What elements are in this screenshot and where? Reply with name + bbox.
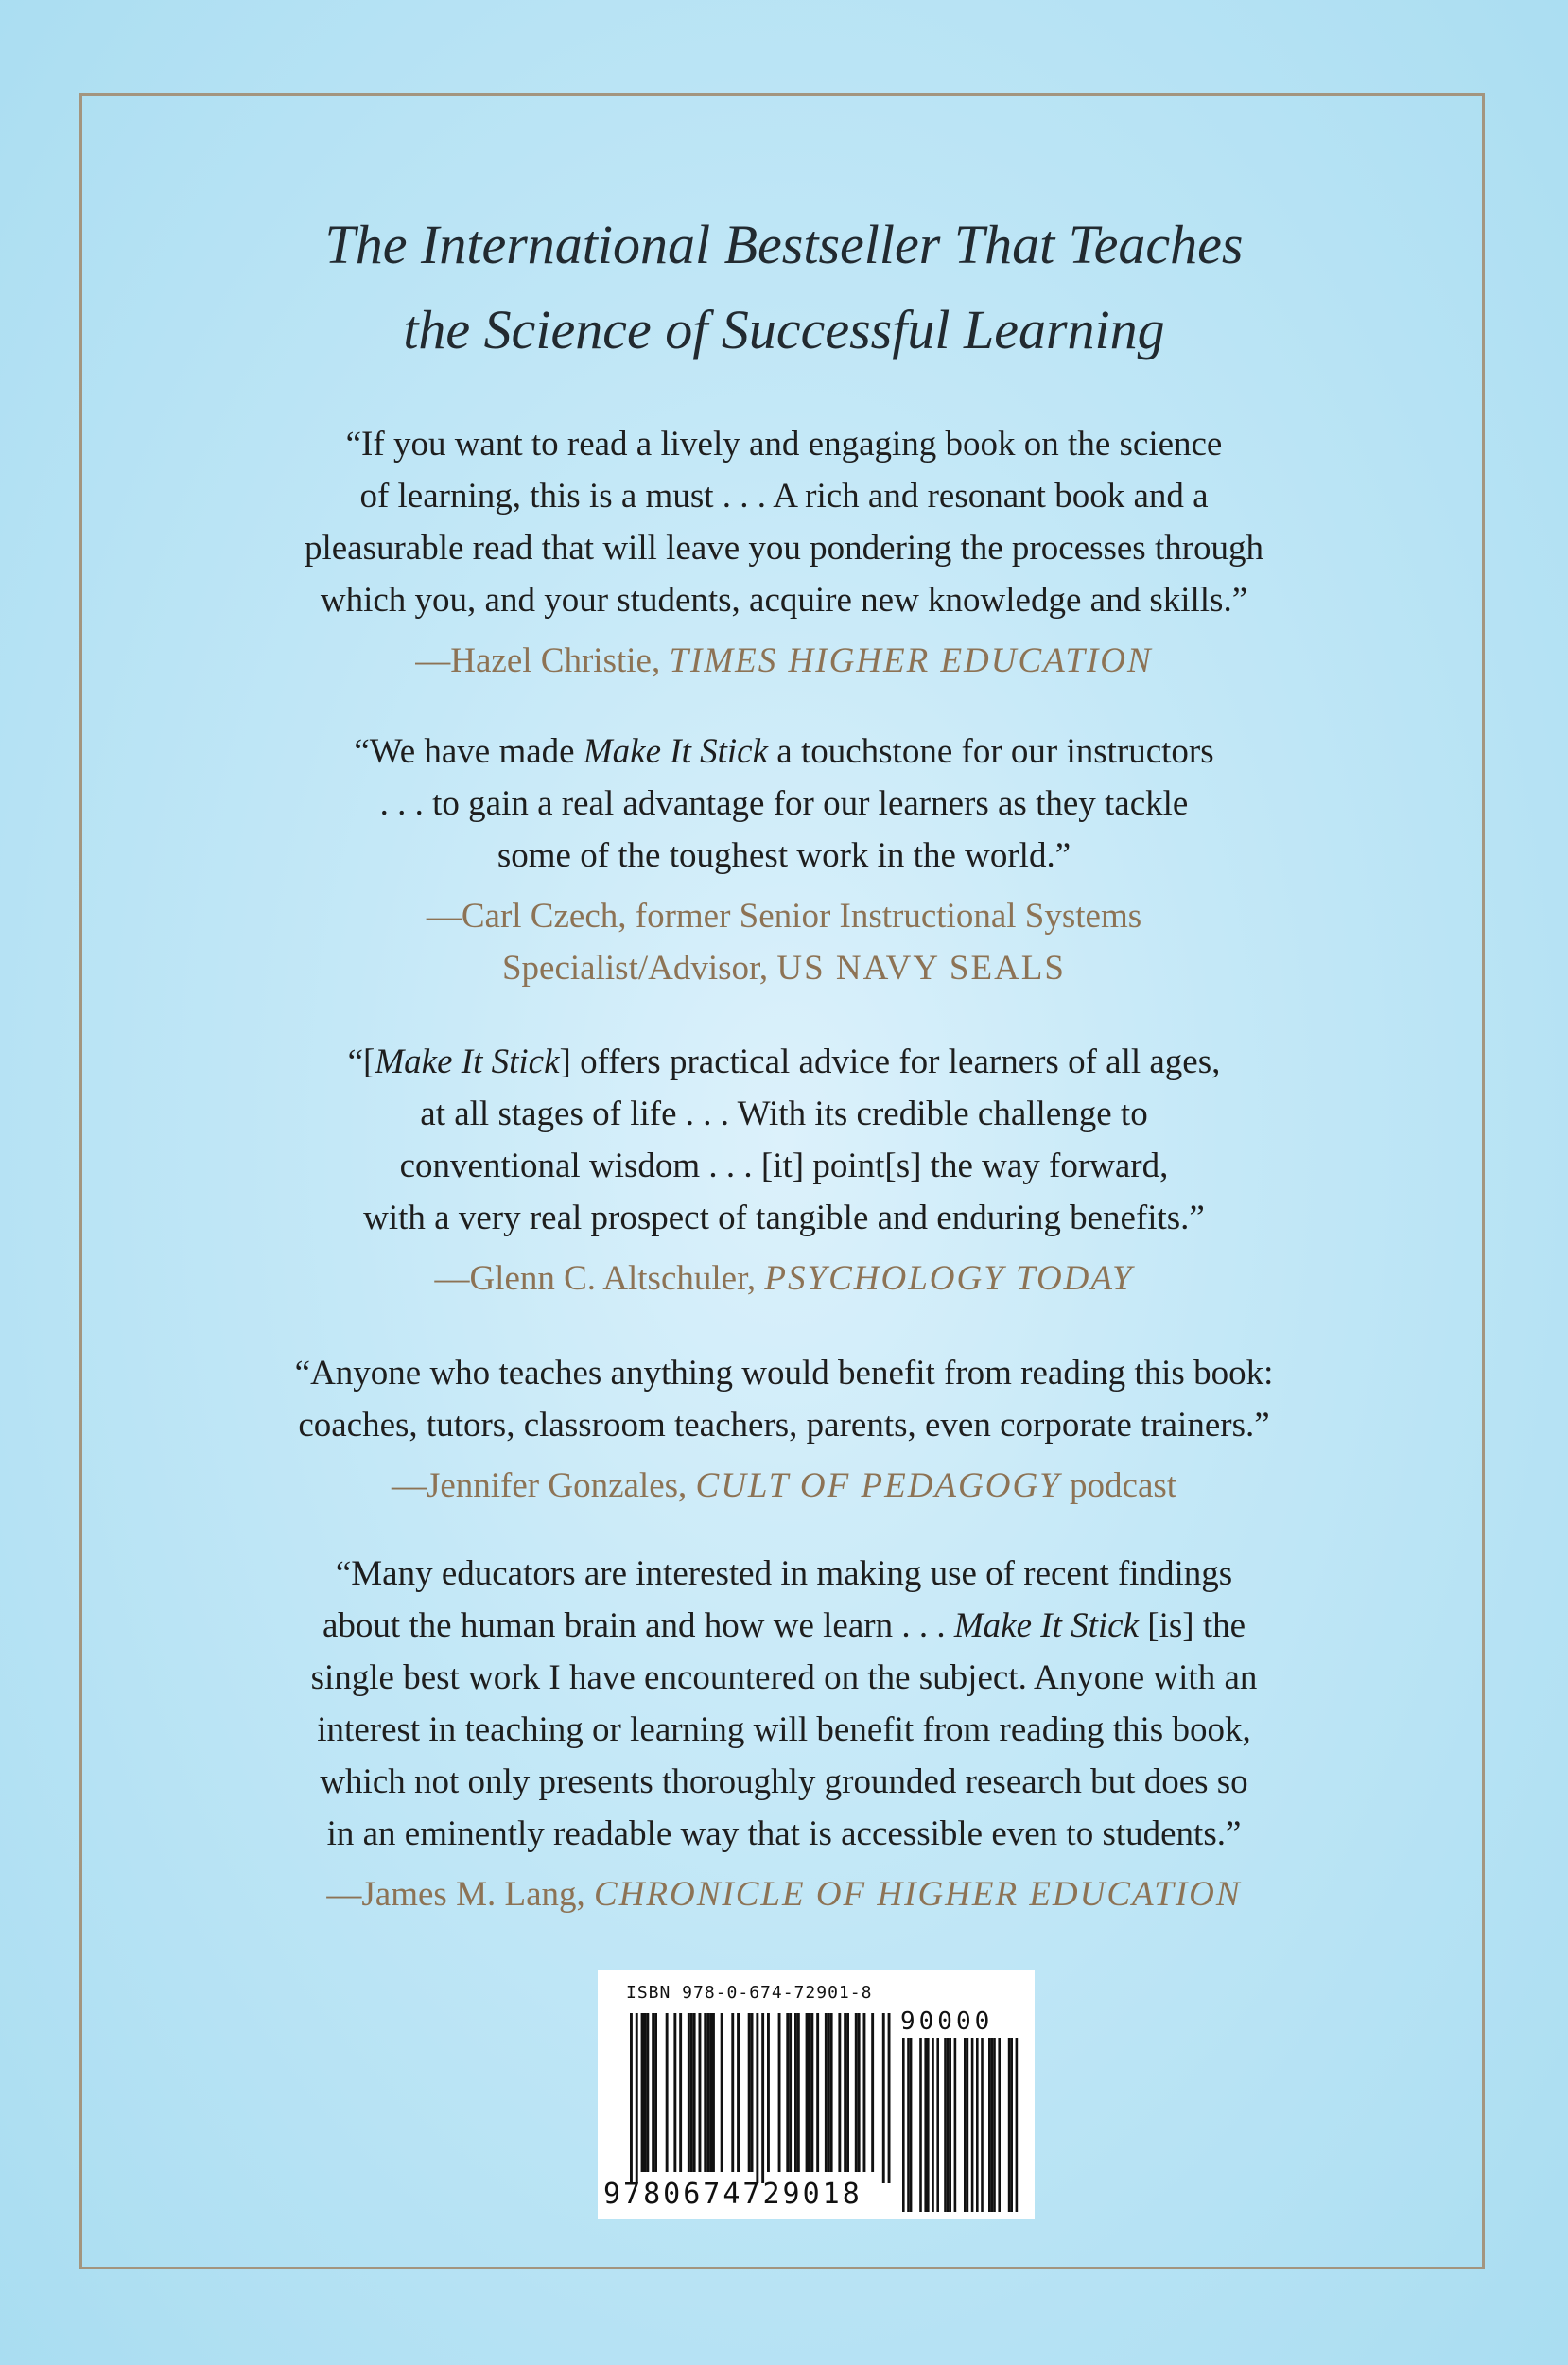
quote-czech	[0, 726, 1568, 994]
barcode-bar	[846, 2013, 849, 2172]
isbn-barcode	[598, 1970, 1035, 2219]
quote-line: at all stages of life . . . With its credible challenge to	[420, 1095, 1148, 1133]
barcode-bar	[654, 2013, 657, 2172]
quote-line	[0, 726, 1568, 778]
barcode-addon-bar	[902, 2038, 905, 2212]
barcode-bar	[652, 2013, 654, 2172]
barcode-bar	[816, 2013, 819, 2172]
quote-lang	[0, 1548, 1568, 1920]
quote-line: in an eminently readable way that is accessible even to students.”	[326, 1814, 1242, 1853]
barcode-addon-bar	[932, 2038, 934, 2212]
barcode-bar	[748, 2013, 751, 2172]
barcode-addon-bar	[919, 2038, 922, 2212]
quote-text: [is] the	[1139, 1606, 1246, 1645]
barcode-bar	[751, 2013, 754, 2172]
barcode-bar	[855, 2013, 858, 2172]
quote-line: some of the toughest work in the world.”	[497, 836, 1071, 875]
quote-attribution	[0, 1868, 1568, 1920]
barcode-bar	[721, 2013, 723, 2172]
barcode-addon-bar	[1016, 2038, 1019, 2212]
barcode-bar	[797, 2013, 800, 2172]
attribution-source: CULT OF PEDAGOGY	[695, 1466, 1061, 1505]
attribution-source: CHRONICLE OF HIGHER EDUCATION	[594, 1875, 1242, 1914]
barcode-bar	[673, 2013, 676, 2172]
quote-attribution: —Carl Czech, former Senior Instructional Systems	[426, 897, 1142, 936]
barcode-addon-bar	[1008, 2038, 1011, 2212]
quote-attribution	[0, 1460, 1568, 1512]
barcode-addon-bar	[981, 2038, 984, 2212]
barcode-addon-bar	[910, 2038, 913, 2212]
barcode-addon-bar	[1010, 2038, 1013, 2212]
barcode-bar	[858, 2013, 861, 2172]
quote-line: “Many educators are interested in making use of recent findings	[335, 1554, 1233, 1593]
barcode-bar	[641, 2013, 644, 2172]
quote-line: “If you want to read a lively and engaging book on the science	[345, 425, 1223, 464]
barcode-bar	[806, 2013, 809, 2172]
barcode-addon-bar	[947, 2038, 950, 2212]
quote-line: . . . to gain a real advantage for our learners as they tackle	[379, 784, 1189, 823]
quote-gonzales	[0, 1347, 1568, 1512]
barcode-bar	[809, 2013, 811, 2172]
quote-line: pleasurable read that will leave you pondering the processes through	[304, 529, 1264, 568]
barcode-addon-bar	[991, 2038, 994, 2212]
barcode-digits: 9780674729018	[603, 2178, 862, 2211]
barcode-bar	[838, 2013, 841, 2172]
barcode-bar	[828, 2013, 830, 2172]
barcode-bar	[644, 2013, 647, 2172]
barcode-bar	[756, 2013, 758, 2183]
barcode-addon-bar	[927, 2038, 930, 2212]
price-code: 90000	[900, 2007, 994, 2036]
quote-line: “Anyone who teaches anything would benefit from reading this book:	[294, 1354, 1274, 1393]
barcode-bar	[709, 2013, 712, 2172]
barcode-bar	[863, 2013, 866, 2172]
barcode-addon-bar	[944, 2038, 947, 2212]
barcode-addon-bar	[964, 2038, 967, 2212]
tagline-line-2: the Science of Successful Learning	[403, 299, 1165, 360]
barcode-bar	[789, 2013, 792, 2172]
barcode-bar	[761, 2013, 764, 2183]
barcode-bar	[778, 2013, 781, 2172]
attribution-name: —James M. Lang,	[326, 1875, 594, 1914]
barcode-bar	[706, 2013, 709, 2172]
barcode-bar	[767, 2013, 770, 2172]
barcode-addon-bar	[976, 2038, 979, 2212]
quote-attribution	[0, 1253, 1568, 1305]
barcode-bar	[888, 2013, 891, 2183]
quote-line: single best work I have encountered on the subject. Anyone with an	[310, 1658, 1258, 1697]
barcode-bar	[844, 2013, 846, 2172]
quote-attribution-continued	[0, 942, 1568, 994]
quote-line: with a very real prospect of tangible and enduring benefits.”	[363, 1199, 1205, 1237]
quote-attribution	[0, 635, 1568, 687]
quote-line	[0, 1036, 1568, 1088]
barcode-bar	[688, 2013, 690, 2172]
quote-line: conventional wisdom . . . [it] point[s] the way forward,	[399, 1147, 1169, 1185]
quote-christie	[0, 418, 1568, 687]
barcode-addon-bar	[907, 2038, 910, 2212]
barcode-bar	[830, 2013, 833, 2172]
barcode-bar	[825, 2013, 828, 2172]
tagline-line-1: The International Bestseller That Teaches	[324, 214, 1244, 275]
quote-line	[0, 1600, 1568, 1652]
book-title: Make It Stick	[953, 1606, 1139, 1645]
barcode-bar	[699, 2013, 702, 2172]
quote-line: of learning, this is a must . . . A rich and resonant book and a	[359, 477, 1209, 516]
quote-line: which not only presents thoroughly grounded research but does so	[320, 1762, 1248, 1801]
barcode-bar	[712, 2013, 715, 2172]
barcode-bar	[810, 2013, 813, 2172]
barcode-addon-bar	[924, 2038, 927, 2212]
attribution-suffix: podcast	[1060, 1466, 1177, 1505]
quote-line: interest in teaching or learning will benefit from reading this book,	[317, 1710, 1251, 1749]
book-title: Make It Stick	[375, 1042, 560, 1081]
quote-text: ] offers practical advice for learners of all ages,	[559, 1042, 1221, 1081]
attribution-title: Specialist/Advisor,	[501, 949, 777, 988]
quote-line: which you, and your students, acquire new knowledge and skills.”	[320, 581, 1248, 620]
attribution-name: —Jennifer Gonzales,	[391, 1466, 696, 1505]
barcode-bar	[666, 2013, 669, 2172]
attribution-source: PSYCHOLOGY TODAY	[764, 1259, 1134, 1298]
quote-text: about the human brain and how we learn . . .	[322, 1606, 954, 1645]
attribution-org: US NAVY SEALS	[776, 949, 1066, 988]
barcode-bar	[690, 2013, 693, 2172]
attribution-name: —Hazel Christie,	[415, 641, 670, 680]
barcode-addon-bar	[988, 2038, 991, 2212]
barcode-bar	[871, 2013, 874, 2172]
isbn-label: ISBN 978-0-674-72901-8	[626, 1983, 873, 2003]
barcode-addon-bar	[993, 2038, 996, 2212]
barcode-addon-bar	[936, 2038, 939, 2212]
barcode-bar	[679, 2013, 682, 2172]
barcode-addon-bar	[967, 2038, 969, 2212]
barcode-bar	[693, 2013, 696, 2172]
barcode-bar	[636, 2013, 638, 2183]
barcode-bar	[646, 2013, 649, 2172]
barcode-addon-bar	[949, 2038, 951, 2212]
barcode-bar	[882, 2013, 885, 2183]
barcode-bar	[737, 2013, 740, 2172]
quote-text: “We have made	[354, 732, 584, 771]
barcode-addon-bar	[998, 2038, 1001, 2212]
quote-line: coaches, tutors, classroom teachers, parents, even corporate trainers.”	[298, 1406, 1270, 1445]
attribution-name: —Glenn C. Altschuler,	[434, 1259, 765, 1298]
barcode-bar	[731, 2013, 734, 2172]
attribution-source: TIMES HIGHER EDUCATION	[669, 641, 1153, 680]
quote-text: “[	[347, 1042, 375, 1081]
tagline	[0, 202, 1568, 373]
barcode-bar	[630, 2013, 633, 2183]
barcode-bar	[794, 2013, 797, 2172]
barcode-bar	[704, 2013, 706, 2172]
quote-text: a touchstone for our instructors	[768, 732, 1214, 771]
barcode-bar	[786, 2013, 789, 2172]
book-title: Make It Stick	[583, 732, 769, 771]
barcode-addon-bar	[954, 2038, 957, 2212]
barcode-addon-bar	[971, 2038, 974, 2212]
quote-altschuler	[0, 1036, 1568, 1305]
